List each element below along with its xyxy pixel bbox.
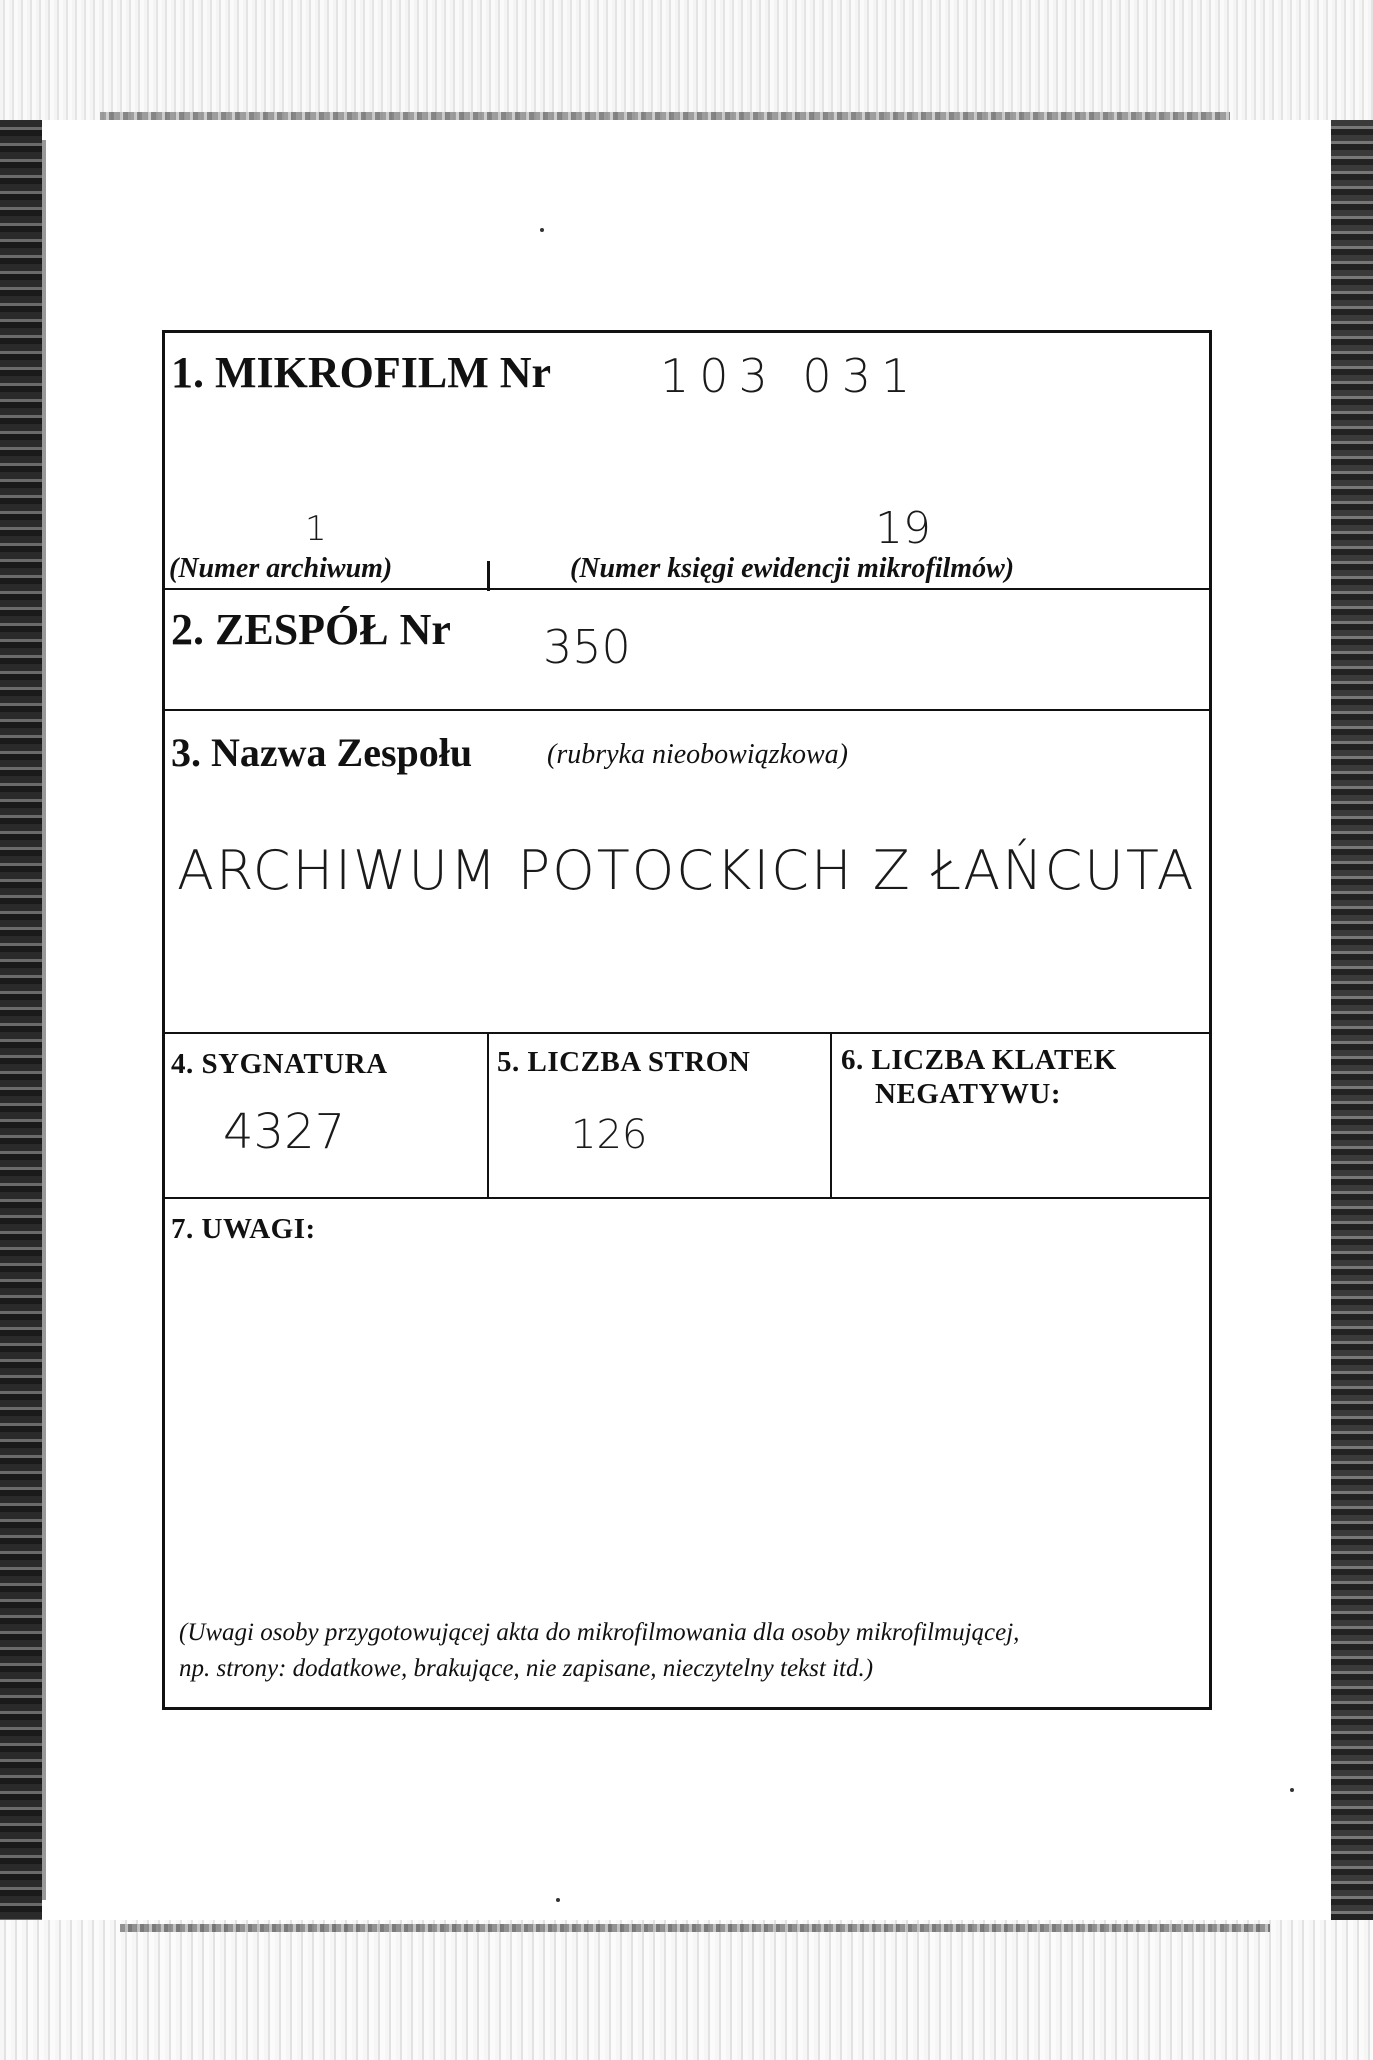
frame-count-label-line1: 6. LICZBA KLATEK xyxy=(841,1044,1117,1076)
microfilm-label: 1. MIKROFILM Nr xyxy=(171,348,552,397)
scan-top-border xyxy=(0,0,1373,120)
field-microfilm-number xyxy=(165,333,1209,590)
microfilm-form xyxy=(162,330,1212,1710)
scan-left-border xyxy=(0,120,42,1920)
remarks-note-line1: (Uwagi osoby przygotowującej akta do mikrofilmowania dla osoby mikrofilmującej, xyxy=(179,1619,1020,1646)
archive-number-value: 1 xyxy=(305,509,327,549)
remarks-note-line2: np. strony: dodatkowe, brakujące, nie zapisane, nieczytelny tekst itd.) xyxy=(179,1655,874,1682)
field-remarks xyxy=(165,1199,1209,1707)
scan-bottom-border xyxy=(0,1920,1373,2060)
microfilm-value: 103 031 xyxy=(660,349,921,403)
scan-speck xyxy=(556,1898,560,1902)
field-collection-number xyxy=(165,590,1209,711)
column-divider xyxy=(487,1034,489,1197)
registry-number-label: (Numer księgi ewidencji mikrofilmów) xyxy=(570,553,1015,584)
scan-top-edge xyxy=(100,112,1230,120)
collection-name-label: 3. Nazwa Zespołu xyxy=(171,730,473,775)
remarks-label: 7. UWAGI: xyxy=(171,1213,316,1245)
collection-name-value: ARCHIWUM POTOCKICH Z ŁAŃCUTA xyxy=(177,839,1196,902)
scan-right-border xyxy=(1331,120,1373,1920)
page-count-value: 126 xyxy=(571,1112,648,1158)
column-divider xyxy=(830,1034,832,1197)
signature-value: 4327 xyxy=(223,1104,346,1160)
collection-number-value: 350 xyxy=(543,620,631,674)
scan-bottom-edge xyxy=(120,1924,1270,1932)
page-count-label: 5. LICZBA STRON xyxy=(497,1046,751,1078)
label-separator xyxy=(487,561,490,591)
field-row-counts xyxy=(165,1034,1209,1199)
archive-number-label: (Numer archiwum) xyxy=(169,553,393,584)
scan-speck xyxy=(540,228,544,232)
field-collection-name xyxy=(165,711,1209,1034)
scan-speck xyxy=(1290,1788,1294,1792)
registry-number-value: 19 xyxy=(875,503,931,554)
frame-count-label-line2: NEGATYWU: xyxy=(875,1078,1062,1110)
collection-name-hint: (rubryka nieobowiązkowa) xyxy=(547,739,848,770)
signature-label: 4. SYGNATURA xyxy=(171,1048,388,1080)
scan-left-edge xyxy=(42,140,46,1900)
collection-number-label: 2. ZESPÓŁ Nr xyxy=(171,605,451,654)
